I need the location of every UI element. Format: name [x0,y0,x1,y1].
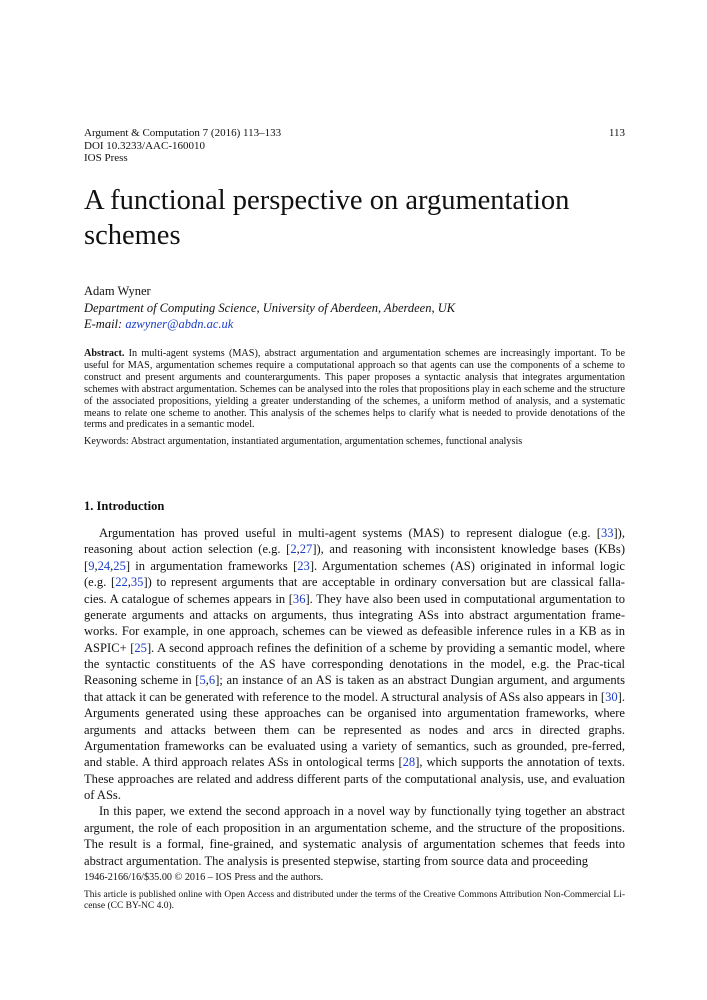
citation-link[interactable]: 25 [134,640,147,655]
citation-link[interactable]: 33 [600,526,614,540]
paragraph-text: ]) to represent arguments that are acceptable in ordinary conversation but are classical falla-cies. A catalogue of schemes appears in [ [84,575,625,606]
running-head [84,127,625,165]
citation-link[interactable]: 24 [97,558,111,573]
abstract-label: Abstract. [84,348,125,359]
citation-link[interactable]: 36 [292,591,306,606]
paragraph-text: ]. Arguments generated using these approaches can be organised into argumentation frameworks, where arguments and attacks between them can be represented as nodes and arcs in directed graphs. Argumentation frameworks can be evaluated using a variety of semantics, such as grounded, pre-ferred, and stable. A third approach relates ASs in ontological terms [ [84,689,625,770]
page-footer [84,872,625,913]
paragraph-text: Argumentation has proved useful in multi-agent systems (MAS) to represent dialogue (e.g. [ [99,526,601,540]
issn-copyright: 1946-2166/16/$35.00 © 2016 – IOS Press and the authors. [84,872,324,883]
page-number: 113 [608,127,625,139]
paragraph-text: ]. They have also been used in computational argumentation to generate arguments and attacks on arguments, thus integrating ASs into abstract argumentation frame-works. For example, in one approach, schemes can be viewed as defeasible inference rules in a KB as in ASPIC+ [ [84,591,625,655]
citation-link[interactable]: 28 [402,755,416,770]
publisher: IOS Press [84,152,128,164]
citation-link[interactable]: 27 [299,542,313,557]
introduction-body [84,525,625,869]
paragraph-text: , [94,558,98,573]
body-paragraph [84,525,625,803]
email-label: E-mail: [84,317,126,331]
paragraph-text: ]; an instance of an AS is taken as an abstract Dungian argument, and arguments that attack it can be generated with reference to the model. A structural analysis of ASs also appears in [ [84,673,625,704]
author-block [84,283,625,333]
paragraph-text: ]), and reasoning with inconsistent knowledge bases (KBs) [ [84,542,625,573]
citation-link[interactable]: 23 [297,558,310,573]
citation-link[interactable]: 25 [113,558,126,573]
paragraph-text: ]. Argumentation schemes (AS) originated in informal logic (e.g. [ [84,558,626,590]
paragraph-text: , [127,575,131,590]
citation-link[interactable]: 22 [115,575,128,590]
citation-link[interactable]: 35 [130,575,144,590]
author-email-link[interactable]: azwyner@abdn.ac.uk [125,317,234,331]
paper-page [84,0,625,1000]
title-line-2: schemes [84,220,181,251]
keywords: Keywords: Abstract argumentation, instantiated argumentation, argumentation schemes, functional analysis [84,436,523,447]
paragraph-text: ]), reasoning about action selection (e.g. [ [84,526,625,557]
license-notice: This article is published online with Open Access and distributed under the terms of the Creative Commons Attribution Non-Commercial Li-cense (CC BY-NC 4.0). [84,890,625,912]
paper-title [84,183,625,253]
author-name: Adam Wyner [84,284,151,298]
title-line-1: A functional perspective on argumentation [84,185,570,216]
citation-link[interactable]: 6 [208,673,216,688]
author-affiliation: Department of Computing Science, University of Aberdeen, Aberdeen, UK [84,300,456,315]
paragraph-text: , [205,673,209,688]
author-email-line [84,316,625,333]
paragraph-text: ]. A second approach refines the definition of a scheme by providing a semantic model, where the syntactic constituents of the AS have corresponding denotations in the model, e.g. the Prac-tical Reasoning scheme in [ [84,640,625,688]
paragraph-text: ], which supports the annotation of texts. These approaches are related and address different parts of the computational analysis, use, and evaluation of ASs. [84,755,626,802]
doi: DOI 10.3233/AAC-160010 [84,139,205,152]
paragraph-text: In this paper, we extend the second approach in a novel way by functionally tying together an abstract argument, the role of each proposition in an argumentation scheme, and the structure of the propositions. The result is a formal, fine-grained, and systematic analysis of argumentation schemes that feeds into abstract argumentation. The analysis is presented stepwise, starting from source data and proceeding [84,804,625,868]
citation-link[interactable]: 2 [290,542,297,557]
citation-link[interactable]: 5 [199,673,206,688]
journal-citation: Argument & Computation 7 (2016) 113–133 [84,127,282,139]
paragraph-text: ] in argumentation frameworks [ [125,558,298,573]
abstract-text: In multi-agent systems (MAS), abstract argumentation and argumentation schemes are increasingly important. To be useful for MAS, argumentation schemes require a computational approach so that agents can use the components of a scheme to construct and present arguments and counterarguments. This paper proposes a syntactic analysis that integrates argumentation schemes with abstract argumentation. Schemes can be analysed into the roles that propositions play in each scheme and the structure of the associated propositions, yielding a greater understanding of the schemes, a uniform method of analysis, and a systematic means to relate one scheme to another. This analysis of the schemes helps to clarify what is needed to provide denotations of the terms and predicates in a semantic model. [84,348,625,431]
citation-link[interactable]: 9 [88,558,95,573]
paragraph-text: , [296,542,300,557]
paragraph-text: , [110,558,114,573]
body-paragraph [84,803,625,869]
section-heading-introduction: 1. Introduction [84,499,165,513]
abstract [84,348,625,431]
citation-link[interactable]: 30 [605,689,618,704]
